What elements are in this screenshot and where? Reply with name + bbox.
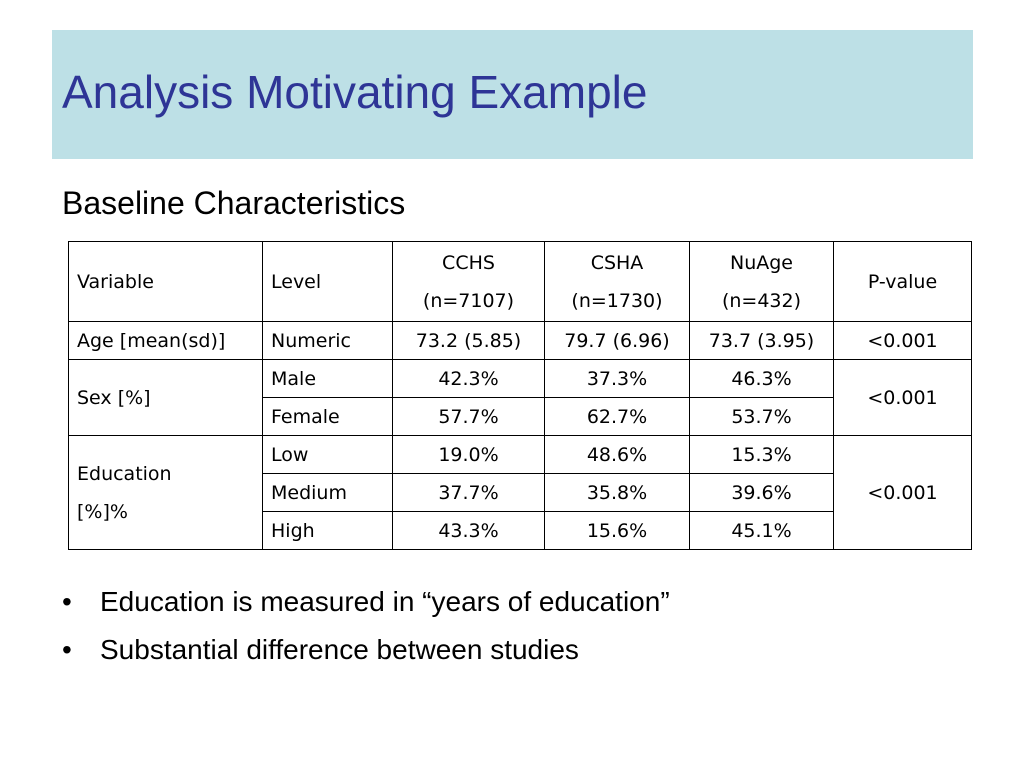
cell-level: Low xyxy=(263,436,393,474)
bullet-text: Substantial difference between studies xyxy=(100,634,579,665)
cell-cchs: 37.7% xyxy=(393,474,545,512)
cell-csha: 62.7% xyxy=(545,398,690,436)
cell-level: Female xyxy=(263,398,393,436)
header-level: Level xyxy=(263,242,393,322)
header-cchs-n: (n=7107) xyxy=(422,289,515,312)
cell-cchs: 43.3% xyxy=(393,512,545,550)
header-pvalue: P-value xyxy=(834,242,972,322)
cell-cchs: 57.7% xyxy=(393,398,545,436)
cell-nuage: 39.6% xyxy=(690,474,834,512)
header-csha-name: CSHA xyxy=(590,251,644,274)
cell-nuage: 15.3% xyxy=(690,436,834,474)
cell-pvalue: <0.001 xyxy=(834,360,972,436)
table-header-row xyxy=(69,242,972,322)
cell-pvalue: <0.001 xyxy=(834,322,972,360)
cell-csha: 15.6% xyxy=(545,512,690,550)
table-row-sex-male xyxy=(69,360,972,398)
cell-variable: Sex [%] xyxy=(69,360,263,436)
cell-nuage: 45.1% xyxy=(690,512,834,550)
cell-pvalue: <0.001 xyxy=(834,436,972,550)
table-row-age xyxy=(69,322,972,360)
bullet-item xyxy=(62,578,670,626)
cell-cchs: 73.2 (5.85) xyxy=(393,322,545,360)
cell-variable-line-1: Education xyxy=(77,462,172,485)
cell-nuage: 73.7 (3.95) xyxy=(690,322,834,360)
cell-nuage: 53.7% xyxy=(690,398,834,436)
baseline-table xyxy=(68,241,972,550)
header-nuage-name: NuAge xyxy=(729,251,793,274)
header-nuage-n: (n=432) xyxy=(721,289,802,312)
cell-csha: 48.6% xyxy=(545,436,690,474)
cell-cchs: 42.3% xyxy=(393,360,545,398)
bullet-list xyxy=(62,578,670,674)
cell-csha: 79.7 (6.96) xyxy=(545,322,690,360)
cell-nuage: 46.3% xyxy=(690,360,834,398)
bullet-marker: • xyxy=(62,586,72,617)
cell-variable xyxy=(69,436,263,550)
cell-variable: Age [mean(sd)] xyxy=(69,322,263,360)
header-variable: Variable xyxy=(69,242,263,322)
header-nuage xyxy=(690,242,834,322)
cell-level: High xyxy=(263,512,393,550)
bullet-item xyxy=(62,626,670,674)
bullet-text: Education is measured in “years of education” xyxy=(100,586,670,617)
cell-level: Medium xyxy=(263,474,393,512)
slide-subtitle: Baseline Characteristics xyxy=(62,185,406,221)
cell-level: Numeric xyxy=(263,322,393,360)
header-csha-n: (n=1730) xyxy=(571,289,663,312)
header-cchs-name: CCHS xyxy=(442,251,495,274)
header-csha xyxy=(545,242,690,322)
bullet-marker: • xyxy=(62,634,72,665)
cell-csha: 37.3% xyxy=(545,360,690,398)
header-cchs xyxy=(393,242,545,322)
table-row-education-low xyxy=(69,436,972,474)
cell-level: Male xyxy=(263,360,393,398)
cell-csha: 35.8% xyxy=(545,474,690,512)
cell-cchs: 19.0% xyxy=(393,436,545,474)
cell-variable-line-2: [%]% xyxy=(77,500,128,523)
slide-title: Analysis Motivating Example xyxy=(62,66,648,118)
